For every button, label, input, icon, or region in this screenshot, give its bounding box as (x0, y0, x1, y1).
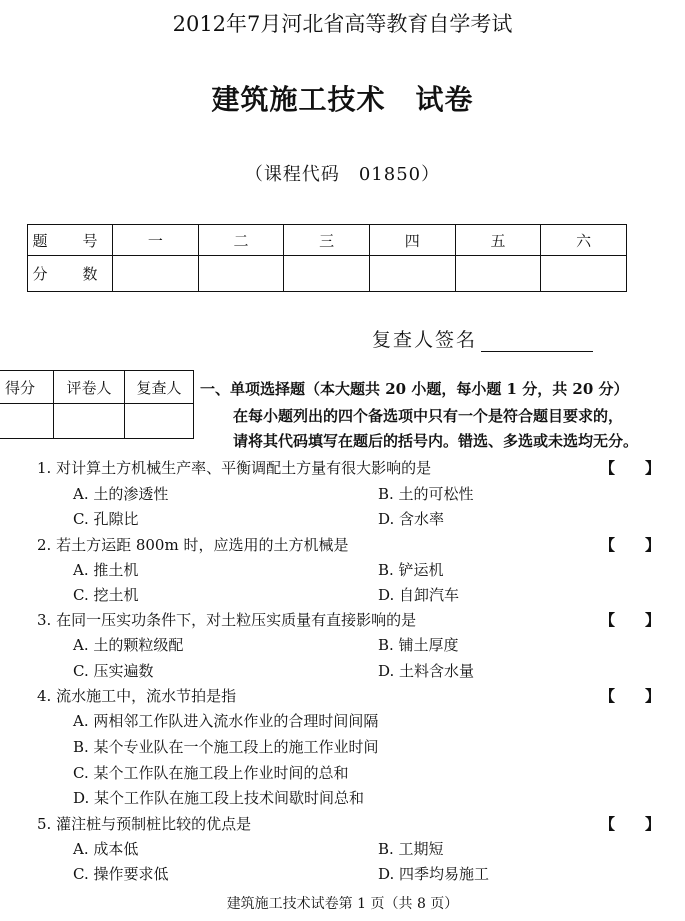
score-cell (198, 256, 284, 292)
question-1-stem: 1. 对计算土方机械生产率、平衡调配土方量有很大影响的是 (37, 459, 432, 477)
score-table-score-row (28, 256, 627, 292)
question-2-option-d: D. 自卸汽车 (378, 586, 460, 604)
signature-line (481, 331, 593, 352)
score-cell (541, 256, 627, 292)
score-col-2: 二 (198, 225, 284, 256)
question-4-option-d: D. 某个工作队在施工段上技术间歇时间总和 (73, 789, 365, 807)
section-instruction-2: 请将其代码填写在题后的括号内。错选、多选或未选均无分。 (233, 432, 639, 450)
grader-blank-row (0, 404, 194, 439)
question-5-option-c: C. 操作要求低 (73, 865, 169, 883)
exam-title: 2012年7月河北省高等教育自学考试 (172, 12, 513, 36)
grader-cell (125, 404, 194, 439)
question-4-option-b: B. 某个专业队在一个施工段上的施工作业时间 (73, 738, 379, 756)
paper-label: 试卷 (415, 83, 474, 116)
answer-bracket: 【 】 (600, 815, 661, 833)
score-col-5: 五 (455, 225, 541, 256)
score-col-1: 一 (113, 225, 199, 256)
score-cell (369, 256, 455, 292)
answer-bracket: 【 】 (600, 687, 661, 705)
question-1-option-d: D. 含水率 (378, 510, 445, 528)
reviewer-label: 复查人签名 (372, 329, 478, 351)
course-title (0, 78, 685, 118)
question-4-option-c: C. 某个工作队在施工段上作业时间的总和 (73, 764, 349, 782)
grader-cell (0, 404, 54, 439)
section-heading: 一、单项选择题（本大题共 20 小题，每小题 1 分，共 20 分） (200, 380, 629, 398)
question-3-option-d: D. 土料含水量 (378, 662, 475, 680)
question-1-option-b: B. 土的可松性 (378, 485, 474, 503)
question-2-stem: 2. 若土方运距 800m 时，应选用的土方机械是 (37, 536, 349, 554)
section-instruction-1: 在每小题列出的四个备选项中只有一个是符合题目要求的， (233, 407, 624, 425)
question-1-option-c: C. 孔隙比 (73, 510, 139, 528)
page-footer: 建筑施工技术试卷第 1 页（共 8 页） (226, 896, 459, 912)
score-cell (455, 256, 541, 292)
question-3-option-a: A. 土的颗粒级配 (73, 636, 184, 654)
score-col-3: 三 (284, 225, 370, 256)
question-5-stem: 5. 灌注桩与预制桩比较的优点是 (37, 815, 252, 833)
answer-bracket: 【 】 (600, 611, 661, 629)
grader-header-row (0, 371, 194, 404)
question-5-option-d: D. 四季均易施工 (378, 865, 490, 883)
question-4-option-a: A. 两相邻工作队进入流水作业的合理时间间隔 (73, 712, 379, 730)
score-table (27, 224, 627, 292)
question-1-option-a: A. 土的渗透性 (73, 485, 169, 503)
question-3-option-b: B. 铺土厚度 (378, 636, 459, 654)
score-col-4: 四 (369, 225, 455, 256)
question-2-option-c: C. 挖土机 (73, 586, 139, 604)
answer-bracket: 【 】 (600, 536, 661, 554)
reviewer-signature (372, 325, 593, 352)
score-table-row-label: 分 数 (28, 256, 113, 292)
question-5-option-a: A. 成本低 (73, 840, 139, 858)
question-3-stem: 3. 在同一压实功条件下，对土粒压实质量有直接影响的是 (37, 611, 417, 629)
score-col-6: 六 (541, 225, 627, 256)
score-cell (284, 256, 370, 292)
grader-cell (54, 404, 125, 439)
grader-col-grader: 评卷人 (54, 371, 125, 404)
score-table-header-row (28, 225, 627, 256)
course-name: 建筑施工技术 (211, 83, 386, 116)
score-cell (113, 256, 199, 292)
question-3-option-c: C. 压实遍数 (73, 662, 154, 680)
course-code: （课程代码 01850） (244, 164, 441, 185)
answer-bracket: 【 】 (600, 459, 661, 477)
score-table-row-label: 题 号 (28, 225, 113, 256)
grader-col-reviewer: 复查人 (125, 371, 194, 404)
question-2-option-b: B. 铲运机 (378, 561, 444, 579)
question-5-option-b: B. 工期短 (378, 840, 444, 858)
question-2-option-a: A. 推土机 (73, 561, 139, 579)
question-4-stem: 4. 流水施工中，流水节拍是指 (37, 687, 237, 705)
grader-table (0, 370, 194, 439)
grader-col-score: 得分 (0, 371, 54, 404)
